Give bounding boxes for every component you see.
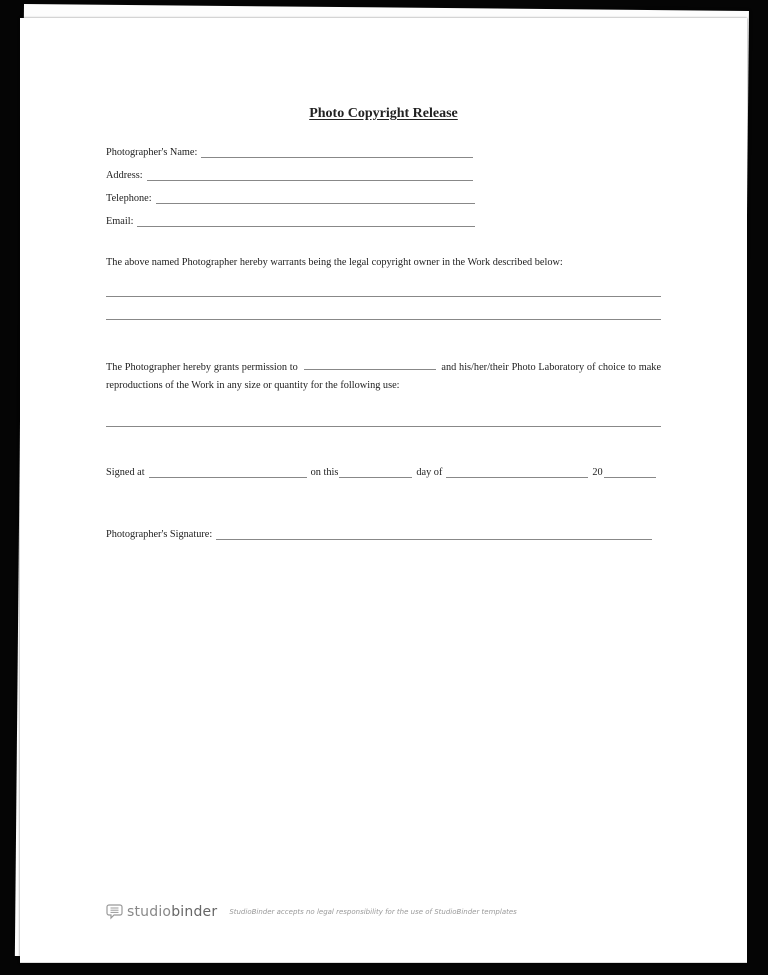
permission-statement: The Photographer hereby grants permission to and his/her/their Photo Laboratory of choice to make reproductions of the Work in any size or quantity for the following use: [106,358,661,395]
field-label: Address: [106,170,143,181]
field-label: Telephone: [106,193,152,204]
email-field [106,215,475,227]
document-page [20,18,747,963]
month-input[interactable] [446,466,588,478]
work-description-line-2[interactable] [106,319,661,320]
footer [106,903,517,920]
field-label: Email: [106,216,134,227]
day-input[interactable] [339,466,412,478]
warrant-statement: The above named Photographer hereby warrants being the legal copyright owner in the Work described below: [106,257,563,268]
telephone-field [106,192,475,204]
grantee-input[interactable] [304,358,436,370]
address-input[interactable] [147,169,473,181]
signature-input[interactable] [216,528,652,540]
photographer-name-field [106,146,473,158]
telephone-input[interactable] [156,192,475,204]
chat-bubble-icon [106,903,123,920]
address-field [106,169,473,181]
signature-row: Photographer's Signature: [106,528,652,540]
disclaimer: StudioBinder accepts no legal responsibility for the use of StudioBinder templates [229,907,517,916]
studiobinder-logo: studio binder [106,903,217,920]
photographer-name-input[interactable] [201,146,473,158]
signed-row: Signed at on this day of 20 [106,466,656,478]
use-description-line[interactable] [106,426,661,427]
email-input[interactable] [137,215,475,227]
year-input[interactable] [604,466,656,478]
field-label: Photographer's Name: [106,147,198,158]
work-description-line-1[interactable] [106,296,661,297]
document-title: Photo Copyright Release [309,106,458,121]
signed-at-input[interactable] [149,466,307,478]
